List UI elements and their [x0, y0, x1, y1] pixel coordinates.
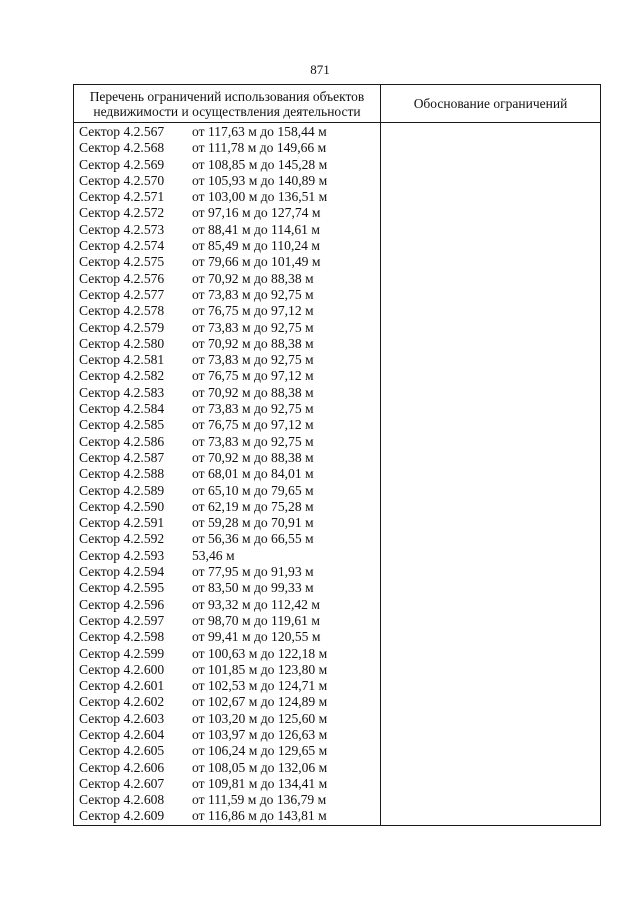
sector-label: Сектор 4.2.591 — [79, 515, 165, 531]
sector-label: Сектор 4.2.577 — [79, 286, 165, 302]
sector-label: Сектор 4.2.573 — [79, 221, 165, 237]
sector-label: Сектор 4.2.602 — [79, 694, 165, 710]
header-justification: Обоснование ограничений — [413, 96, 568, 111]
distance-range: от 99,41 м до 120,55 м — [192, 629, 321, 645]
table-row — [74, 727, 380, 743]
distance-range: от 103,97 м до 126,63 м — [192, 726, 328, 742]
distance-range: от 83,50 м до 99,33 м — [192, 580, 314, 596]
table-row — [74, 531, 380, 547]
distance-range: от 117,63 м до 158,44 м — [192, 124, 327, 139]
sector-label: Сектор 4.2.583 — [79, 384, 165, 400]
table-row — [74, 483, 380, 499]
table-row — [74, 760, 380, 776]
table-row — [74, 629, 380, 645]
restrictions-column — [74, 123, 381, 825]
table-row — [74, 222, 380, 238]
distance-range: от 108,85 м до 145,28 м — [192, 156, 328, 172]
table-row — [74, 320, 380, 336]
table-row — [74, 271, 380, 287]
distance-range: от 73,83 м до 92,75 м — [192, 319, 314, 335]
sector-label: Сектор 4.2.585 — [79, 417, 165, 433]
table-row — [74, 613, 380, 629]
sector-label: Сектор 4.2.609 — [79, 808, 165, 824]
restrictions-table — [73, 84, 601, 826]
table-row — [74, 499, 380, 515]
table-row — [74, 140, 380, 156]
table-row — [74, 417, 380, 433]
sector-label: Сектор 4.2.570 — [79, 172, 165, 188]
sector-label: Сектор 4.2.594 — [79, 564, 165, 580]
sector-label: Сектор 4.2.587 — [79, 449, 165, 465]
sector-label: Сектор 4.2.592 — [79, 531, 165, 547]
table-row — [74, 336, 380, 352]
sector-label: Сектор 4.2.578 — [79, 303, 165, 319]
distance-range: от 73,83 м до 92,75 м — [192, 286, 314, 302]
sector-label: Сектор 4.2.586 — [79, 433, 165, 449]
distance-range: от 106,24 м до 129,65 м — [192, 743, 328, 759]
table-row — [74, 401, 380, 417]
sector-label: Сектор 4.2.595 — [79, 580, 165, 596]
distance-range: от 73,83 м до 92,75 м — [192, 433, 314, 449]
table-row — [74, 368, 380, 384]
table-row — [74, 580, 380, 596]
distance-range: от 70,92 м до 88,38 м — [192, 449, 314, 465]
table-row — [74, 157, 380, 173]
distance-range: от 103,20 м до 125,60 м — [192, 710, 328, 726]
distance-range: от 100,63 м до 122,18 м — [192, 645, 328, 661]
table-row — [74, 678, 380, 694]
distance-range: 53,46 м — [192, 547, 235, 563]
table-row — [74, 646, 380, 662]
table-row — [74, 564, 380, 580]
table-row — [74, 694, 380, 710]
table-row — [74, 189, 380, 205]
table-row — [74, 597, 380, 613]
sector-label: Сектор 4.2.581 — [79, 352, 165, 368]
distance-range: от 103,00 м до 136,51 м — [192, 189, 328, 205]
distance-range: от 111,78 м до 149,66 м — [192, 140, 327, 156]
table-row — [74, 662, 380, 678]
distance-range: от 73,83 м до 92,75 м — [192, 352, 314, 368]
sector-label: Сектор 4.2.588 — [79, 466, 165, 482]
table-row — [74, 515, 380, 531]
table-row — [74, 124, 380, 140]
distance-range: от 70,92 м до 88,38 м — [192, 384, 314, 400]
distance-range: от 76,75 м до 97,12 м — [192, 368, 314, 384]
sector-label: Сектор 4.2.572 — [79, 205, 165, 221]
table-row — [74, 743, 380, 759]
distance-range: от 98,70 м до 119,61 м — [192, 612, 320, 628]
table-row — [74, 711, 380, 727]
sector-label: Сектор 4.2.605 — [79, 743, 165, 759]
table-row — [74, 450, 380, 466]
distance-range: от 65,10 м до 79,65 м — [192, 482, 314, 498]
sector-label: Сектор 4.2.596 — [79, 596, 165, 612]
sector-label: Сектор 4.2.567 — [79, 124, 165, 139]
distance-range: от 68,01 м до 84,01 м — [192, 466, 314, 482]
distance-range: от 70,92 м до 88,38 м — [192, 270, 314, 286]
table-row — [74, 385, 380, 401]
sector-label: Сектор 4.2.600 — [79, 661, 165, 677]
sector-label: Сектор 4.2.607 — [79, 775, 165, 791]
sector-label: Сектор 4.2.589 — [79, 482, 165, 498]
table-row — [74, 287, 380, 303]
sector-label: Сектор 4.2.608 — [79, 792, 165, 808]
distance-range: от 108,05 м до 132,06 м — [192, 759, 328, 775]
table-row — [74, 808, 380, 824]
table-row — [74, 548, 380, 564]
table-row — [74, 434, 380, 450]
distance-range: от 97,16 м до 127,74 м — [192, 205, 321, 221]
sector-label: Сектор 4.2.579 — [79, 319, 165, 335]
header-restrictions: Перечень ограничений использования объектов недвижимости и осуществления деятельности — [74, 85, 381, 122]
distance-range: от 77,95 м до 91,93 м — [192, 564, 314, 580]
page-number: 871 — [310, 62, 330, 77]
sector-label: Сектор 4.2.598 — [79, 629, 165, 645]
sector-label: Сектор 4.2.603 — [79, 710, 165, 726]
distance-range: от 111,59 м до 136,79 м — [192, 792, 327, 808]
distance-range: от 102,67 м до 124,89 м — [192, 694, 328, 710]
distance-range: от 56,36 м до 66,55 м — [192, 531, 314, 547]
sector-label: Сектор 4.2.568 — [79, 140, 165, 156]
sector-label: Сектор 4.2.590 — [79, 498, 165, 514]
distance-range: от 88,41 м до 114,61 м — [192, 221, 320, 237]
sector-label: Сектор 4.2.597 — [79, 612, 165, 628]
distance-range: от 70,92 м до 88,38 м — [192, 335, 314, 351]
sector-label: Сектор 4.2.582 — [79, 368, 165, 384]
table-header — [74, 85, 600, 123]
sector-label: Сектор 4.2.571 — [79, 189, 165, 205]
table-row — [74, 173, 380, 189]
distance-range: от 102,53 м до 124,71 м — [192, 678, 328, 694]
sector-label: Сектор 4.2.606 — [79, 759, 165, 775]
justification-column — [381, 123, 600, 825]
distance-range: от 85,49 м до 110,24 м — [192, 238, 320, 254]
table-row — [74, 238, 380, 254]
table-body — [74, 123, 600, 825]
sector-label: Сектор 4.2.593 — [79, 547, 165, 563]
distance-range: от 109,81 м до 134,41 м — [192, 775, 328, 791]
sector-label: Сектор 4.2.601 — [79, 678, 165, 694]
table-row — [74, 352, 380, 368]
sector-label: Сектор 4.2.604 — [79, 726, 165, 742]
table-row — [74, 466, 380, 482]
distance-range: от 73,83 м до 92,75 м — [192, 401, 314, 417]
sector-label: Сектор 4.2.574 — [79, 238, 165, 254]
distance-range: от 105,93 м до 140,89 м — [192, 172, 328, 188]
table-row — [74, 254, 380, 270]
distance-range: от 93,32 м до 112,42 м — [192, 596, 320, 612]
distance-range: от 79,66 м до 101,49 м — [192, 254, 321, 270]
sector-label: Сектор 4.2.599 — [79, 645, 165, 661]
distance-range: от 59,28 м до 70,91 м — [192, 515, 314, 531]
distance-range: от 76,75 м до 97,12 м — [192, 417, 314, 433]
sector-label: Сектор 4.2.575 — [79, 254, 165, 270]
sector-label: Сектор 4.2.580 — [79, 335, 165, 351]
table-row — [74, 776, 380, 792]
distance-range: от 101,85 м до 123,80 м — [192, 661, 328, 677]
distance-range: от 116,86 м до 143,81 м — [192, 808, 327, 824]
distance-range: от 76,75 м до 97,12 м — [192, 303, 314, 319]
sector-label: Сектор 4.2.569 — [79, 156, 165, 172]
table-row — [74, 303, 380, 319]
distance-range: от 62,19 м до 75,28 м — [192, 498, 314, 514]
table-row — [74, 205, 380, 221]
sector-label: Сектор 4.2.584 — [79, 401, 165, 417]
sector-label: Сектор 4.2.576 — [79, 270, 165, 286]
table-row — [74, 792, 380, 808]
